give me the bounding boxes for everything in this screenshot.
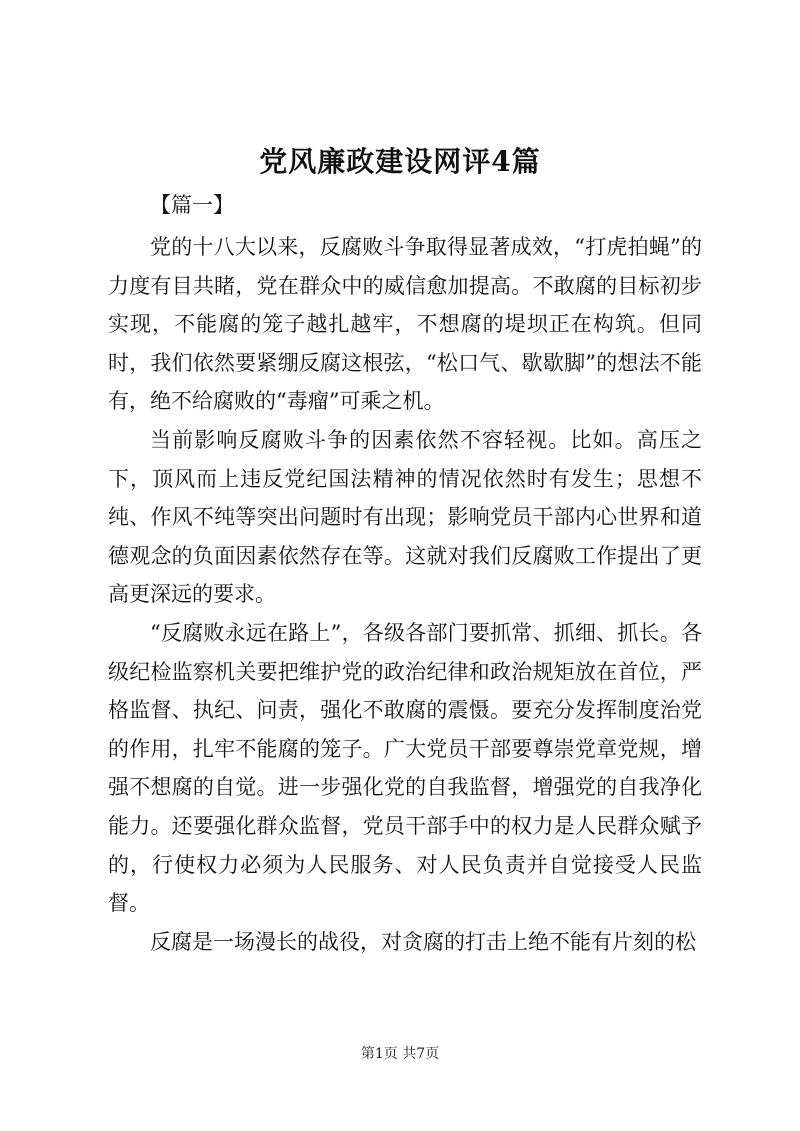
paragraph-4: 反腐是一场漫长的战役，对贪腐的打击上绝不能有片刻的松 <box>150 929 696 954</box>
document-title: 党风廉政建设网评4篇 <box>259 145 541 178</box>
page-footer: 第1页 共7页 <box>360 1046 440 1062</box>
paragraph-1: 党的十八大以来，反腐败斗争取得显著成效，“打虎拍蝇”的力度有目共睹，党在群众中的威信愈加提高。不敢腐的目标初步实现，不能腐的笼子越扎越牢，不想腐的堤坝正在构筑。但同时，我们依然要紧绷反腐这根弦，“松口气、歇歇脚”的想法不能有，绝不给腐败的“毒瘤”可乘之机。 <box>108 235 702 414</box>
paragraph-3: “反腐败永远在路上”，各级各部门要抓常、抓细、抓长。各级纪检监察机关要把维护党的政治纪律和政治规矩放在首位，严格监督、执纪、问责，强化不敢腐的震慑。要充分发挥制度治党的作用，扎牢不能腐的笼子。广大党员干部要尊崇党章党规，增强不想腐的自觉。进一步强化党的自我监督，增强党的自我净化能力。还要强化群众监督，党员干部手中的权力是人民群众赋予的，行使权力必须为人民服务、对人民负责并自觉接受人民监督。 <box>108 620 702 916</box>
section-label: 【篇一】 <box>150 193 234 217</box>
paragraph-2: 当前影响反腐败斗争的因素依然不容轻视。比如。高压之下，顶风而上违反党纪国法精神的情况依然时有发生；思想不纯、作风不纯等突出问题时有出现；影响党员干部内心世界和道德观念的负面因素依然存在等。这就对我们反腐败工作提出了更高更深远的要求。 <box>108 427 702 607</box>
document-body <box>108 228 702 961</box>
